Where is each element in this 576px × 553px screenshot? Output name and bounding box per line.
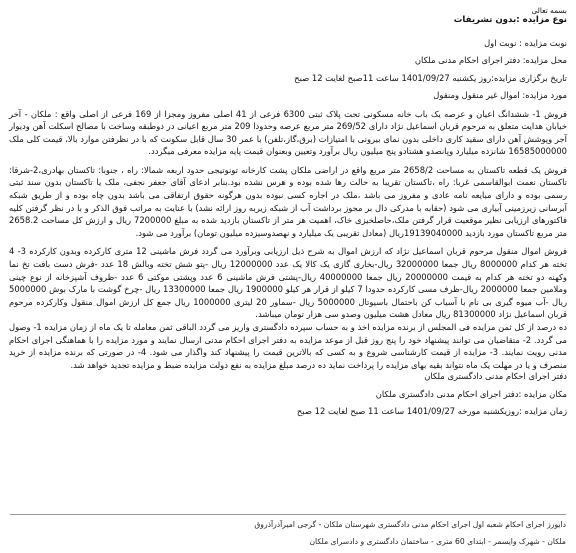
auction-subject: مورد مزایده: اموال غیر منقول ومنقول	[433, 90, 567, 100]
item-3-movables: فروش اموال منقول مرحوم قربان اسماعیل نژاد که ارزش اموال به شرح ذیل ارزیابی وبرآورد می گردد فرش ماشینی 12 متری کارکرده وبدون کارکرده 3- 4 تخته هر کدام 8000000 ریال جمعا 32000000 ریال-بخاری گازی یک کالا یک عدد 12000000 ریال -پتو شش تخته وبالش 18 عدد -فرش دست بافت نخ نما وکهنه دو تخته هر کدام به قیمت 20000000 ریال جمعا 40000000 ریال-پشتی فرش ماشینی 6 عدد وپشتی موکتی 6 عدد -ظروف آشپزخانه از نوع چینی وملامین جمعا 2000000 ریال-ظرف مسی کارکرده حدودا 7 کیلو از قرار هر کیلو 1900000 ریال جمعا 13300000 ریال -چرخ گوشت با مارک بوش 5000000 ریال -آب میوه گیری بی نام با آسیاب کن باحتمال باسیوتال 5000000 ریال -سماور 20 لیتری 1000000 ریال جمع کل ارزش اموال منقول وکارکرده مرحوم قربان اسماعیل نژاد 81300000 ریال معادل هشت میلیون وصدو سی هزار تومان میباشد.	[9, 246, 568, 320]
item-1-house: فروش 1- ششدانگ اعیان و عرصه یک باب خانه مسکونی تحت پلاک ثبتی 6300 فرعی از 41 اصلی مفروز ومجزا از 169 فرعی از اصلی واقع : ملکان - آخر خیابان هدایت متعلق به مرحوم قربان اسماعیل نژاد دارای 269/52 متر مربع عرصه وحدودا 209 متر مربع اعیانی در دوطبقه وساخت با مصالح اسکلت آهن ودیوار آجر وپوشش آهن دارای سقید کاری داخلی بدون نمای بیرونی با امتیازات (برق،گاز،تلفن) با عمر 30 سال قابل سکونت که با در نظرفتن موارد بالا، قیمت کلی ملک 16585000000 شانزده میلیارد وپانصدو هشتادو پنج میلیون ریال برآورد وتعیین وبعنوان قیمت پایه مزایده معرفی میگردد.	[9, 108, 567, 157]
issuer: دفتر اجرای احکام مدنی دادگستری ملکان	[424, 371, 567, 382]
auction-round: نوبت مزایده : نوبت اول	[484, 37, 567, 48]
auction-datetime: تاریخ برگزاری مزایده:روز یکشنبه 1401/09/27 ساعت 11صبح لغایت 12 صبح	[294, 72, 567, 83]
bismillah: بسمه تعالی	[531, 6, 567, 15]
footer-signature: دایورز اجرای احکام شعبه اول اجرای احکام مدنی دادگستری شهرستان ملکان - گرجی امیرآذرآذروق	[254, 520, 566, 529]
closing-venue: مکان مزایده :دفتر اجرای احکام مدنی دادگستری ملکان	[375, 388, 567, 399]
auction-venue: محل مزایده: دفتر اجرای احکام مدنی ملکان	[414, 55, 567, 65]
footer-divider	[10, 514, 566, 515]
terms: ده درصد از کل ثمن مزایده فی المجلس از برنده مزایده اخذ و به حساب سپرده دادگستری واریز می گردد الباقی ثمن معامله تا یک ماه از زمان مزایده 1- وصول می گردد. 2- متقاضیان می توانند پیشنهاد خود را پنج روز قبل از موعد مزایده به دفتر اجرای احکام مدنی ارسال نمایند و مورد مزایده را با هماهنگی اجرای احکام مدنی رویت نمایند. 3- مزایده از قیمت کارشناسی شروع و به کسی که بالاترین قیمت را پیشنهاد کند واگذار می شود. 4- در صورتی که برنده مزایده از خرید منصرف و یا در مهلت یک ماه نتواند بقیه بهای مزایده را پرداخت نماید ده درصد مبلغ مزایده به نفع دولت مزایده ضبط و مزایده تجدید خواهد شد.	[9, 322, 567, 370]
closing-time: زمان مزایده :روزیکشنبه مورخه 1401/09/27 ساعت 11 صبح لغایت 12 صبح	[296, 406, 567, 417]
auction-type: نوع مزایده :بدون تشریفات	[453, 15, 567, 25]
item-2-vineyard: فروش یک قطعه تاکستان به مساحت 2658/2 متر مربع واقع در اراضی ملکان پشت کارخانه تونوتیجی حدود اربعه شمالا: راه ، جنوبا: تاکستان بهادری،2-شرقا: تاکستان نعمت ابوالقاسمی غربا: راه ،تاکستان تقریبا به حالت رها شده بوده و هرس نشده بود.بنابر ادعای آقای جعفر نجفی، ملک یا تاکستان بدون سند ثبتی رسمی بوده و دارای مبایعه نامه عادی و مفروز می باشد ،ملک در اجاره کسی نبوده بدون هرگونه حقوق ارتفاقی می باشد بدون چاه بوده و از طریق شبکه آبرسانی زیرزمینی آبیاری می شود (حقابه با مدرکی دال بر مجوز برداشت آب از شبکه زیربه روز ارائه نشد) با عنایت به مراتب فوق الذکر و با در نظر گرفتن کلیه فاکتورهای ارزیابی نظیر موقعیت قرار گرفتن ملک،حاصلخیزی خاک، اهمیت هر متر از تاکستان بازدید شده به مبلغ 7200000 ریال و ارزش کل مساحت 2658.2 متر مربع تاکستان مورد بازدید 19139040000ریال (معادل تقریبی یک میلیارد و نهصدوسیزده میلیون تومان) برآورد می شود.	[9, 164, 567, 238]
footer-address: ملکان - شهرک وایسمر - ابتدای 60 متری - ساختمان دادگستری و دادسرای ملکان	[309, 537, 566, 546]
